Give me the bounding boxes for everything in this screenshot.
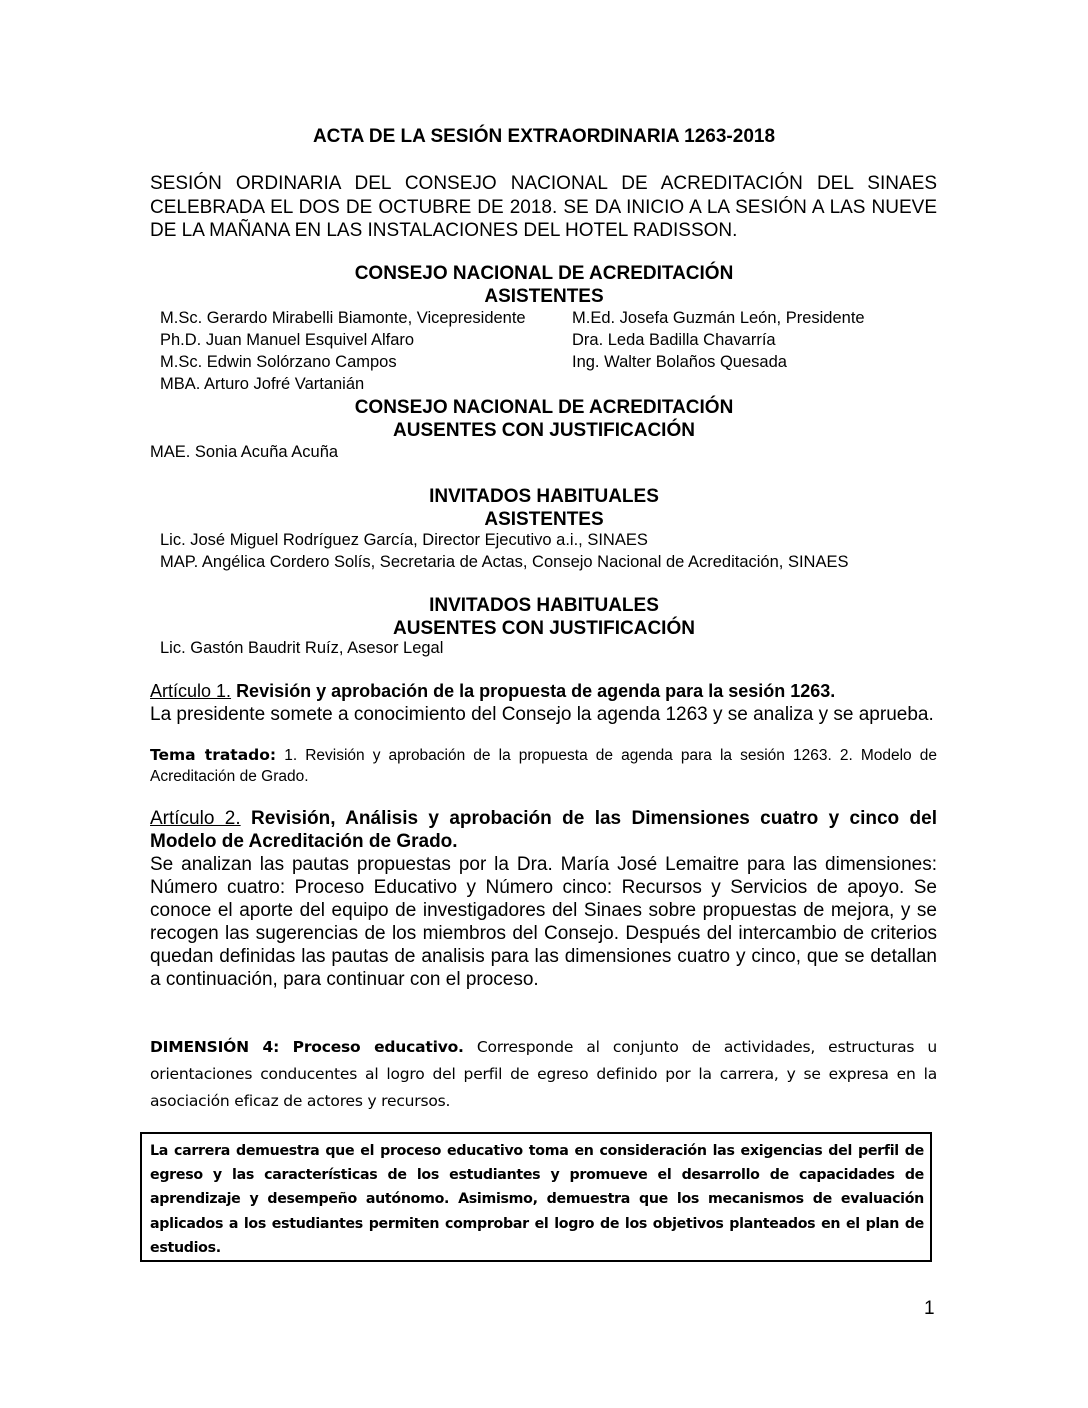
guest-name: Lic. José Miguel Rodríguez García, Director Ejecutivo a.i., SINAES	[160, 531, 648, 549]
guest-name: Lic. Gastón Baudrit Ruíz, Asesor Legal	[160, 639, 444, 657]
member-name: MBA. Arturo Jofré Vartanián	[160, 375, 365, 393]
guest-name: MAP. Angélica Cordero Solís, Secretaria de Actas, Consejo Nacional de Acreditación, SINAES	[160, 553, 849, 571]
article-2-body: Se analizan las pautas propuestas por la Dra. María José Lemaitre para las dimensiones: Número cuatro: Proceso Educativo y Número cinco: Recursos y Servicios de apoyo. Se conoce el aporte del equipo de investigadores del Sinaes sobre propuestas de mejora, y se recogen las sugerencias de los miembros del Consejo. Después del intercambio de criterios quedan definidas las pautas de analisis para las dimensiones cuatro y cinco, que se detallan a continuación, para continuar con el proceso.	[150, 854, 937, 990]
topic-text: 1. Revisión y aprobación de la propuesta de agenda para la sesión 1263. 2. Modelo de Acreditación de Grado.	[150, 747, 937, 785]
member-name: Dra. Leda Badilla Chavarría	[572, 331, 776, 349]
session-intro: SESIÓN ORDINARIA DEL CONSEJO NACIONAL DE ACREDITACIÓN DEL SINAES CELEBRADA EL DOS DE OCTUBRE DE 2018. SE DA INICIO A LA SESIÓN A LAS NUEVE DE LA MAÑANA EN LAS INSTALACIONES DEL HOTEL RADISSON.	[150, 173, 937, 241]
page-number: 1	[924, 1298, 935, 1319]
member-name: Ing. Walter Bolaños Quesada	[572, 353, 787, 371]
council-present-heading: CONSEJO NACIONAL DE ACREDITACIÓN	[354, 263, 734, 284]
dimension-4-label: DIMENSIÓN 4: Proceso educativo.	[150, 1038, 464, 1056]
council-absent-subheading: AUSENTES CON JUSTIFICACIÓN	[393, 420, 695, 441]
article-2-heading	[150, 807, 937, 853]
member-name: M.Sc. Edwin Solórzano Campos	[160, 353, 397, 371]
council-absent-heading: CONSEJO NACIONAL DE ACREDITACIÓN	[354, 397, 734, 418]
member-name: MAE. Sonia Acuña Acuña	[150, 443, 339, 461]
guests-present-subheading: ASISTENTES	[484, 509, 604, 530]
article-1-topic	[150, 745, 937, 787]
dimension-4-text: Corresponde al conjunto de actividades, estructuras u orientaciones conducentes al logro del perfil de egreso definido por la carrera, y se expresa en la asociación eficaz de actores y recursos.	[150, 1038, 937, 1110]
member-name: M.Sc. Gerardo Mirabelli Biamonte, Vicepresidente	[160, 309, 526, 327]
article-2-title: Revisión, Análisis y aprobación de las Dimensiones cuatro y cinco del Modelo de Acreditación de Grado.	[150, 808, 937, 852]
article-1-label: Artículo 1.	[150, 681, 232, 701]
dimension-4-paragraph	[150, 1034, 937, 1115]
article-2-label: Artículo 2.	[150, 808, 241, 829]
topic-label: Tema tratado:	[150, 746, 277, 764]
guests-absent-heading: INVITADOS HABITUALES	[429, 595, 659, 616]
guests-present-heading: INVITADOS HABITUALES	[429, 486, 659, 507]
article-1-heading	[150, 680, 937, 702]
article-1-body: La presidente somete a conocimiento del Consejo la agenda 1263 y se analiza y se aprueba.	[150, 704, 934, 725]
member-name: Ph.D. Juan Manuel Esquivel Alfaro	[160, 331, 415, 349]
document-title: ACTA DE LA SESIÓN EXTRAORDINARIA 1263-2018	[312, 126, 776, 147]
guests-absent-subheading: AUSENTES CON JUSTIFICACIÓN	[393, 618, 695, 639]
article-1-title: Revisión y aprobación de la propuesta de agenda para la sesión 1263.	[236, 681, 836, 701]
council-present-subheading: ASISTENTES	[484, 286, 604, 307]
criteria-box	[140, 1132, 932, 1262]
criteria-text: La carrera demuestra que el proceso educativo toma en consideración las exigencias del perfil de egreso y las características de los estudiantes y promueve el desarrollo de capacidades de aprendizaje y desempeño autónomo. Asimismo, demuestra que los mecanismos de evaluación aplicados a los estudiantes permiten comprobar el logro de los objetivos planteados en el plan de estudios.	[150, 1143, 924, 1256]
member-name: M.Ed. Josefa Guzmán León, Presidente	[572, 309, 865, 327]
